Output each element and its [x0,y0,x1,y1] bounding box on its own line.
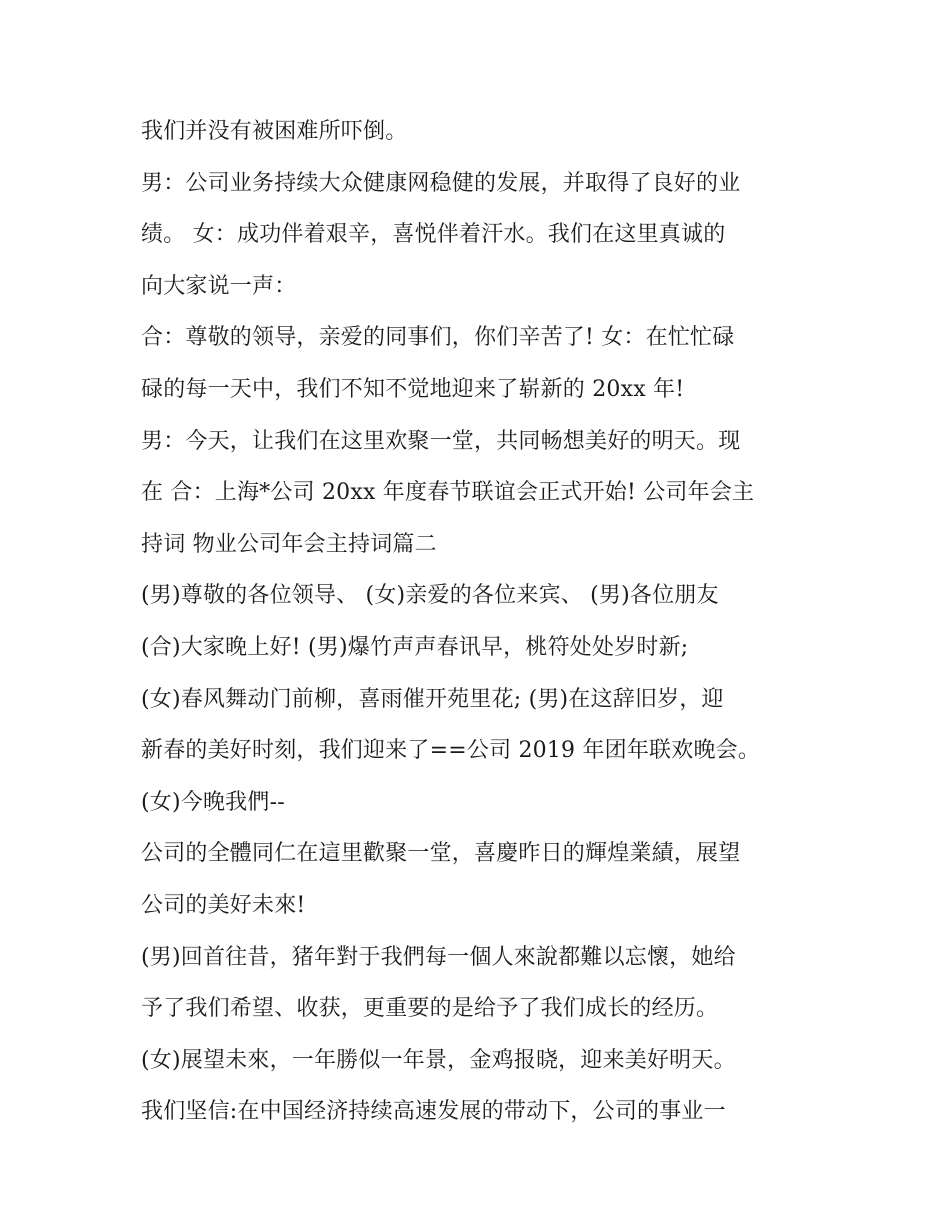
text-line: 向大家说一声： [141,273,297,299]
text-line: (女)展望未來，一年勝似一年景，金鸡报晓，迎来美好明天。 [141,1047,736,1073]
text-line: 合：尊敬的领导，亲爱的同事们，你们辛苦了! 女：在忙忙碌 [141,325,735,351]
text-line: 我们并没有被困难所吓倒。 [141,119,408,144]
text-line: 持词 物业公司年会主持词篇二 [141,531,437,557]
text-line: 予了我们希望、收获，更重要的是给予了我们成长的经历。 [141,996,719,1022]
text-line: 绩。 女：成功伴着艰辛，喜悦伴着汗水。我们在这里真诚的 [141,222,726,248]
text-line: 新春的美好时刻，我们迎来了==公司 2019 年团年联欢晚会。 [141,738,761,764]
text-line: 公司的美好未來! [141,892,306,918]
text-line: (女)春风舞动门前柳，喜雨催开苑里花; (男)在这辞旧岁，迎 [141,686,724,712]
text-line: (男)回首往昔，猪年對于我們每一個人來說都難以忘懷，她给 [141,944,736,970]
document-body [141,106,831,1138]
text-line: (女)今晚我們-- [141,789,285,815]
text-line: 碌的每一天中，我们不知不觉地迎来了崭新的 20xx 年! [141,376,685,402]
text-line: 在 合：上海*公司 20xx 年度春节联谊会正式开始! 公司年会主 [141,480,755,506]
text-line: 男：公司业务持续大众健康网稳健的发展，并取得了良好的业 [141,170,741,196]
text-line: (男)尊敬的各位领导、 (女)亲爱的各位来宾、 (男)各位朋友 [141,583,719,609]
text-line: (合)大家晚上好! (男)爆竹声声春讯早，桃符处处岁时新; [141,634,689,660]
text-line: 我们坚信:在中国经济持续高速发展的带动下，公司的事业一 [141,1099,726,1125]
text-line: 男：今天，让我们在这里欢聚一堂，共同畅想美好的明天。现 [141,428,741,454]
text-line: 公司的全體同仁在這里歡聚一堂，喜慶昨日的輝煌業績，展望 [141,841,741,867]
